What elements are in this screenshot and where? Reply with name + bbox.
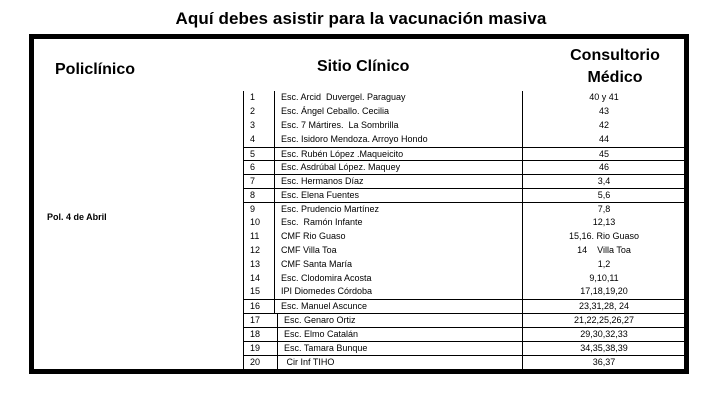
row-number: 19 — [243, 342, 274, 355]
row-consultorio: 21,22,25,26,27 — [522, 314, 685, 327]
table-row — [243, 105, 685, 119]
row-site: Cir Inf TIHO — [277, 356, 525, 369]
row-consultorio: 15,16. Rio Guaso — [522, 230, 685, 244]
table-row — [243, 119, 685, 133]
header-sitio-clinico: Sitio Clínico — [317, 58, 410, 75]
row-number: 16 — [243, 300, 274, 313]
table-row — [243, 91, 685, 105]
table-row — [243, 188, 685, 202]
table-row — [243, 202, 685, 216]
table-row — [243, 174, 685, 188]
row-site: CMF Rio Guaso — [274, 230, 522, 244]
row-number: 20 — [243, 356, 274, 369]
row-site: Esc. Tamara Bunque — [277, 342, 525, 355]
row-consultorio: 5,6 — [522, 189, 685, 202]
row-site: Esc. Asdrúbal López. Maquey — [274, 161, 522, 174]
table-row — [243, 244, 685, 258]
row-site: Esc. 7 Mártires. La Sombrilla — [274, 119, 522, 133]
row-number: 1 — [243, 91, 274, 105]
row-number: 12 — [243, 244, 274, 258]
row-number: 3 — [243, 119, 274, 133]
table-row — [243, 341, 685, 355]
row-site: Esc. Manuel Ascunce — [274, 300, 522, 313]
row-consultorio: 14 Villa Toa — [522, 244, 685, 258]
table-row — [243, 355, 685, 369]
row-site: Esc. Prudencio Martínez — [274, 203, 522, 216]
table-body — [243, 91, 685, 369]
header-policlinico: Policlínico — [55, 61, 136, 78]
row-site: CMF Villa Toa — [274, 244, 522, 258]
row-site: IPI Diomedes Córdoba — [274, 285, 522, 299]
table-row — [243, 133, 685, 147]
row-site: Esc. Arcid Duvergel. Paraguay — [274, 91, 522, 105]
row-number: 8 — [243, 189, 274, 202]
row-consultorio: 43 — [522, 105, 685, 119]
row-consultorio: 44 — [522, 133, 685, 147]
table-row — [243, 230, 685, 244]
row-consultorio: 23,31,28, 24 — [522, 300, 685, 313]
row-consultorio: 36,37 — [522, 356, 685, 369]
row-consultorio: 40 y 41 — [522, 91, 685, 105]
row-site: Esc. Elmo Catalán — [277, 328, 525, 341]
row-consultorio: 45 — [522, 148, 685, 161]
table-row — [243, 313, 685, 327]
row-number: 17 — [243, 314, 274, 327]
table-row — [243, 216, 685, 230]
table-row — [243, 160, 685, 174]
row-number: 10 — [243, 216, 274, 230]
row-number: 6 — [243, 161, 274, 174]
row-site: Esc. Genaro Ortiz — [277, 314, 525, 327]
page-title: Aquí debes asistir para la vacunación masiva — [175, 9, 547, 28]
header-consultorio-line2: Médico — [587, 69, 643, 86]
row-number: 15 — [243, 285, 274, 299]
row-site: Esc. Hermanos Díaz — [274, 175, 522, 188]
table-row — [243, 327, 685, 341]
row-number: 9 — [243, 203, 274, 216]
row-site: Esc. Rubén López .Maqueicito — [274, 148, 522, 161]
table-row — [243, 285, 685, 299]
row-number: 2 — [243, 105, 274, 119]
row-site: CMF Santa María — [274, 258, 522, 272]
table-row — [243, 258, 685, 272]
row-consultorio: 1,2 — [522, 258, 685, 272]
row-number: 18 — [243, 328, 274, 341]
row-site: Esc. Ramón Infante — [274, 216, 522, 230]
table-row — [243, 272, 685, 286]
row-site: Esc. Elena Fuentes — [274, 189, 522, 202]
row-number: 13 — [243, 258, 274, 272]
policlinico-name: Pol. 4 de Abril — [47, 212, 107, 222]
row-number: 7 — [243, 175, 274, 188]
row-number: 14 — [243, 272, 274, 286]
row-consultorio: 29,30,32,33 — [522, 328, 685, 341]
vaccination-table — [29, 34, 689, 374]
header-consultorio-medico — [560, 45, 670, 89]
row-consultorio: 7,8 — [522, 203, 685, 216]
row-consultorio: 34,35,38,39 — [522, 342, 685, 355]
row-consultorio: 17,18,19,20 — [522, 285, 685, 299]
row-consultorio: 42 — [522, 119, 685, 133]
row-site: Esc. Clodomira Acosta — [274, 272, 522, 286]
table-row — [243, 147, 685, 161]
row-number: 4 — [243, 133, 274, 147]
row-number: 5 — [243, 148, 274, 161]
row-consultorio: 3,4 — [522, 175, 685, 188]
row-consultorio: 46 — [522, 161, 685, 174]
header-consultorio-line1: Consultorio — [570, 47, 660, 64]
row-consultorio: 9,10,11 — [522, 272, 685, 286]
table-row — [243, 299, 685, 313]
row-site: Esc. Ángel Ceballo. Cecilia — [274, 105, 522, 119]
row-consultorio: 12,13 — [522, 216, 685, 230]
row-site: Esc. Isidoro Mendoza. Arroyo Hondo — [274, 133, 522, 147]
row-number: 11 — [243, 230, 274, 244]
